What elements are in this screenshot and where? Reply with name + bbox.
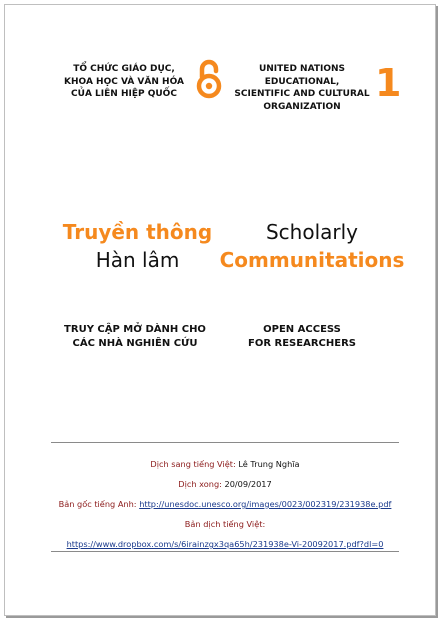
org-name-english xyxy=(227,63,377,113)
org-vi-line-1: TỔ CHỨC GIÁO DỤC, xyxy=(73,64,175,74)
org-en-line-3: ORGANIZATION xyxy=(263,101,341,112)
title-en-line-1: Scholarly xyxy=(265,220,359,244)
subtitle-english xyxy=(227,323,377,351)
translation-label-line xyxy=(51,514,399,534)
translator-label: Dịch sang tiếng Việt: xyxy=(150,459,236,469)
document-page xyxy=(4,4,436,616)
subtitle-vietnamese xyxy=(50,323,220,351)
completion-label: Dịch xong: xyxy=(178,479,222,489)
translation-pdf-link[interactable]: https://www.dropbox.com/s/6irainzgx3qa65h/231938e-Vi-20092017.pdf?dl=0 xyxy=(66,539,384,549)
translation-credits xyxy=(51,454,399,554)
org-en-line-2: SCIENTIFIC AND CULTURAL xyxy=(234,89,370,99)
title-vi-line-1: Truyền thông xyxy=(62,220,213,244)
title-en-line-2: Communitations xyxy=(219,248,405,272)
original-label: Bản gốc tiếng Anh: xyxy=(58,499,137,509)
original-pdf-link[interactable]: http://unesdoc.unesco.org/images/0023/002319/231938e.pdf xyxy=(139,499,392,509)
completion-value: 20/09/2017 xyxy=(221,479,272,489)
translator-value: Lê Trung Nghĩa xyxy=(235,459,300,469)
subtitle-en-line-2: FOR RESEARCHERS xyxy=(248,338,356,349)
subtitle-vi-line-1: TRUY CẬP MỞ DÀNH CHO xyxy=(64,324,206,335)
title-vietnamese xyxy=(45,218,230,274)
original-line xyxy=(51,494,399,514)
title-english xyxy=(217,218,407,274)
completion-date-line xyxy=(51,474,399,494)
title-vi-line-2: Hàn lâm xyxy=(95,248,180,272)
translator-line xyxy=(51,454,399,474)
org-vi-line-2: KHOA HỌC VÀ VĂN HÓA xyxy=(64,76,184,87)
translation-label: Bản dịch tiếng Việt: xyxy=(184,519,266,529)
subtitle-vi-line-2: CÁC NHÀ NGHIÊN CỨU xyxy=(72,338,198,349)
bottom-divider xyxy=(51,551,399,552)
top-divider xyxy=(51,442,399,443)
subtitle-en-line-1: OPEN ACCESS xyxy=(263,324,341,335)
open-access-lock-icon xyxy=(194,57,224,101)
org-vi-line-3: CỦA LIÊN HIỆP QUỐC xyxy=(71,89,177,99)
org-en-line-1: UNITED NATIONS EDUCATIONAL, xyxy=(258,64,346,87)
issue-number: 1 xyxy=(375,61,402,105)
org-name-vietnamese xyxy=(57,63,191,101)
